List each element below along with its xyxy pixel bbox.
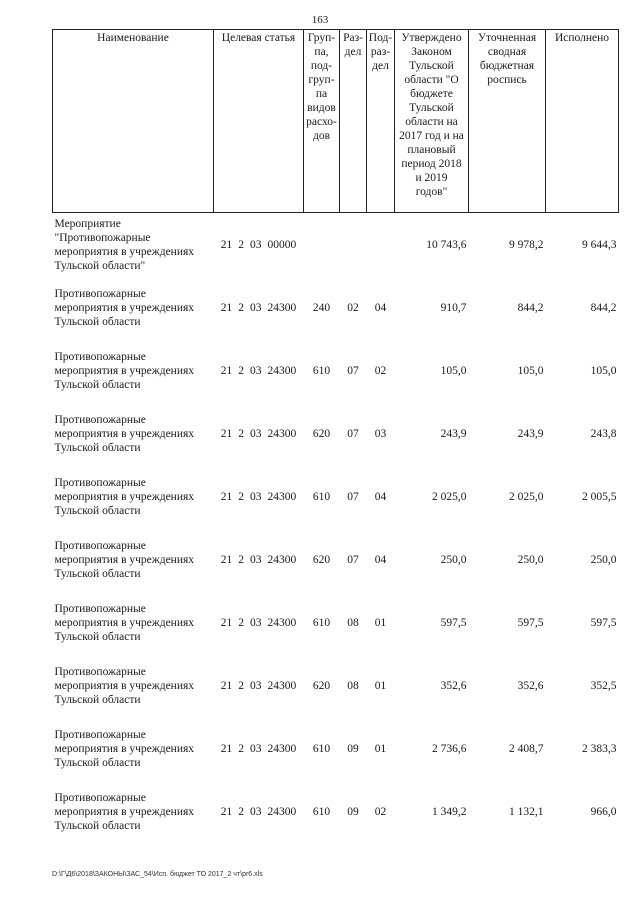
row-section: 08 <box>347 679 359 692</box>
row-name: Противопожарные мероприятия в учреждениях Тульской области <box>54 602 195 643</box>
target-article-part: 03 <box>250 616 262 629</box>
table-row <box>53 780 619 843</box>
row-executed: 105,0 <box>590 364 617 377</box>
row-executed: 597,5 <box>590 616 617 629</box>
target-article-part: 2 <box>238 742 244 755</box>
target-article-part: 21 <box>220 616 233 629</box>
target-article-part: 2 <box>238 553 244 566</box>
row-subsection: 01 <box>374 679 387 692</box>
row-name: Противопожарные мероприятия в учреждениях Тульской области <box>54 728 195 769</box>
row-target-article <box>214 339 304 402</box>
row-section: 07 <box>347 427 359 440</box>
target-article-part: 21 <box>220 742 233 755</box>
row-refined: 9 978,2 <box>509 238 544 251</box>
row-group: 610 <box>312 616 331 629</box>
row-section: 09 <box>347 742 359 755</box>
table-row <box>53 717 619 780</box>
row-group: 240 <box>312 301 331 314</box>
table-row <box>53 213 619 277</box>
row-subsection: 02 <box>374 805 387 818</box>
target-article-part: 00000 <box>267 238 297 251</box>
row-section: 07 <box>347 490 359 503</box>
target-article-part: 03 <box>250 301 262 314</box>
table-row <box>53 591 619 654</box>
column-header-refined: Уточненная сводная бюджетная роспись <box>469 30 546 213</box>
row-refined: 1 132,1 <box>509 805 544 818</box>
row-target-article <box>214 717 304 780</box>
row-subsection: 02 <box>374 364 387 377</box>
row-section: 08 <box>347 616 359 629</box>
row-executed: 352,5 <box>590 679 617 692</box>
row-group: 610 <box>312 805 331 818</box>
row-section: 09 <box>347 805 359 818</box>
row-subsection <box>367 213 395 277</box>
column-header-target-article: Целевая статья <box>214 30 304 213</box>
row-refined: 844,2 <box>517 301 544 314</box>
row-refined: 2 408,7 <box>509 742 544 755</box>
target-article-part: 24300 <box>267 805 297 818</box>
target-article-part: 2 <box>238 679 244 692</box>
target-article-part: 2 <box>238 364 244 377</box>
row-subsection: 01 <box>374 742 387 755</box>
row-refined: 597,5 <box>517 616 544 629</box>
table-row <box>53 654 619 717</box>
target-article-part: 21 <box>220 301 233 314</box>
row-refined: 105,0 <box>517 364 544 377</box>
row-approved: 250,0 <box>440 553 467 566</box>
target-article-part: 21 <box>220 679 233 692</box>
row-approved: 597,5 <box>440 616 467 629</box>
row-section: 07 <box>347 364 359 377</box>
row-name: Противопожарные мероприятия в учреждениях Тульской области <box>54 287 195 328</box>
target-article-part: 21 <box>220 427 233 440</box>
row-group: 610 <box>312 364 331 377</box>
column-header-group: Груп- па, под- груп- па видов расхо- дов <box>304 30 340 213</box>
row-target-article <box>214 465 304 528</box>
row-executed: 9 644,3 <box>582 238 617 251</box>
target-article-part: 2 <box>238 805 244 818</box>
target-article-part: 24300 <box>267 364 297 377</box>
row-group <box>304 213 340 277</box>
row-subsection: 03 <box>374 427 387 440</box>
column-header-approved: Утверждено Законом Тульской области "О бюджете Тульской области на 2017 год и на плановый период 2018 и 2019 годов" <box>395 30 469 213</box>
target-article-part: 2 <box>238 427 244 440</box>
target-article-part: 03 <box>250 679 262 692</box>
target-article-part: 2 <box>238 616 244 629</box>
table-row <box>53 528 619 591</box>
row-group: 610 <box>312 742 331 755</box>
row-executed: 243,8 <box>590 427 617 440</box>
target-article-part: 2 <box>238 490 244 503</box>
target-article-part: 24300 <box>267 616 297 629</box>
table-body <box>53 213 619 844</box>
row-target-article <box>214 276 304 339</box>
target-article-part: 03 <box>250 427 262 440</box>
row-name: Противопожарные мероприятия в учреждениях Тульской области <box>54 539 195 580</box>
target-article-part: 24300 <box>267 742 297 755</box>
row-approved: 910,7 <box>440 301 467 314</box>
row-approved: 10 743,6 <box>426 238 467 251</box>
target-article-part: 24300 <box>267 553 297 566</box>
target-article-part: 21 <box>220 490 233 503</box>
table-header-row <box>53 30 619 213</box>
target-article-part: 03 <box>250 490 262 503</box>
row-target-article <box>214 591 304 654</box>
footer-file-path: D:\Г\Д6\2018\ЗАКОНЫ\ЗАС_54\Исп. бюджет ТО 2017_2 чт\pr6.xls <box>52 871 263 878</box>
row-approved: 2 025,0 <box>432 490 467 503</box>
row-group: 620 <box>312 679 331 692</box>
row-refined: 243,9 <box>517 427 544 440</box>
row-approved: 1 349,2 <box>432 805 467 818</box>
row-target-article <box>214 528 304 591</box>
row-approved: 2 736,6 <box>432 742 467 755</box>
target-article-part: 2 <box>238 301 244 314</box>
row-target-article <box>214 780 304 843</box>
table-row <box>53 465 619 528</box>
row-approved: 105,0 <box>440 364 467 377</box>
row-target-article <box>214 654 304 717</box>
row-subsection: 01 <box>374 616 387 629</box>
row-name: Противопожарные мероприятия в учреждениях Тульской области <box>54 665 195 706</box>
target-article-part: 03 <box>250 553 262 566</box>
row-executed: 2 005,5 <box>582 490 617 503</box>
row-approved: 352,6 <box>440 679 467 692</box>
target-article-part: 21 <box>220 238 233 251</box>
row-refined: 352,6 <box>517 679 544 692</box>
target-article-part: 03 <box>250 742 262 755</box>
row-refined: 2 025,0 <box>509 490 544 503</box>
row-executed: 250,0 <box>590 553 617 566</box>
row-name: Противопожарные мероприятия в учреждениях Тульской области <box>54 350 195 391</box>
table-row <box>53 339 619 402</box>
target-article-part: 03 <box>250 805 262 818</box>
row-target-article <box>214 402 304 465</box>
row-name: Противопожарные мероприятия в учреждениях Тульской области <box>54 413 195 454</box>
row-approved: 243,9 <box>440 427 467 440</box>
row-executed: 966,0 <box>590 805 617 818</box>
row-name: Противопожарные мероприятия в учреждениях Тульской области <box>54 791 195 832</box>
row-target-article <box>214 213 304 277</box>
row-executed: 844,2 <box>590 301 617 314</box>
target-article-part: 03 <box>250 238 262 251</box>
row-name: Противопожарные мероприятия в учреждениях Тульской области <box>54 476 195 517</box>
budget-table <box>52 29 619 843</box>
table-row <box>53 402 619 465</box>
row-group: 620 <box>312 427 331 440</box>
column-header-name: Наименование <box>53 30 214 213</box>
target-article-part: 24300 <box>267 490 297 503</box>
row-section: 07 <box>347 553 359 566</box>
target-article-part: 21 <box>220 805 233 818</box>
column-header-section: Раз- дел <box>340 30 367 213</box>
row-executed: 2 383,3 <box>582 742 617 755</box>
row-section <box>340 213 367 277</box>
row-group: 620 <box>312 553 331 566</box>
row-subsection: 04 <box>374 301 387 314</box>
column-header-subsection: Под- раз- дел <box>367 30 395 213</box>
table-row <box>53 276 619 339</box>
row-subsection: 04 <box>374 553 387 566</box>
target-article-part: 03 <box>250 364 262 377</box>
target-article-part: 21 <box>220 364 233 377</box>
page-number: 163 <box>311 14 329 26</box>
column-header-executed: Исполнено <box>546 30 619 213</box>
row-section: 02 <box>347 301 359 314</box>
row-refined: 250,0 <box>517 553 544 566</box>
row-subsection: 04 <box>374 490 387 503</box>
target-article-part: 2 <box>238 238 244 251</box>
target-article-part: 21 <box>220 553 233 566</box>
target-article-part: 24300 <box>267 679 297 692</box>
target-article-part: 24300 <box>267 427 297 440</box>
row-group: 610 <box>312 490 331 503</box>
row-name: Мероприятие "Противопожарные мероприятия в учреждениях Тульской области" <box>54 217 195 272</box>
target-article-part: 24300 <box>267 301 297 314</box>
